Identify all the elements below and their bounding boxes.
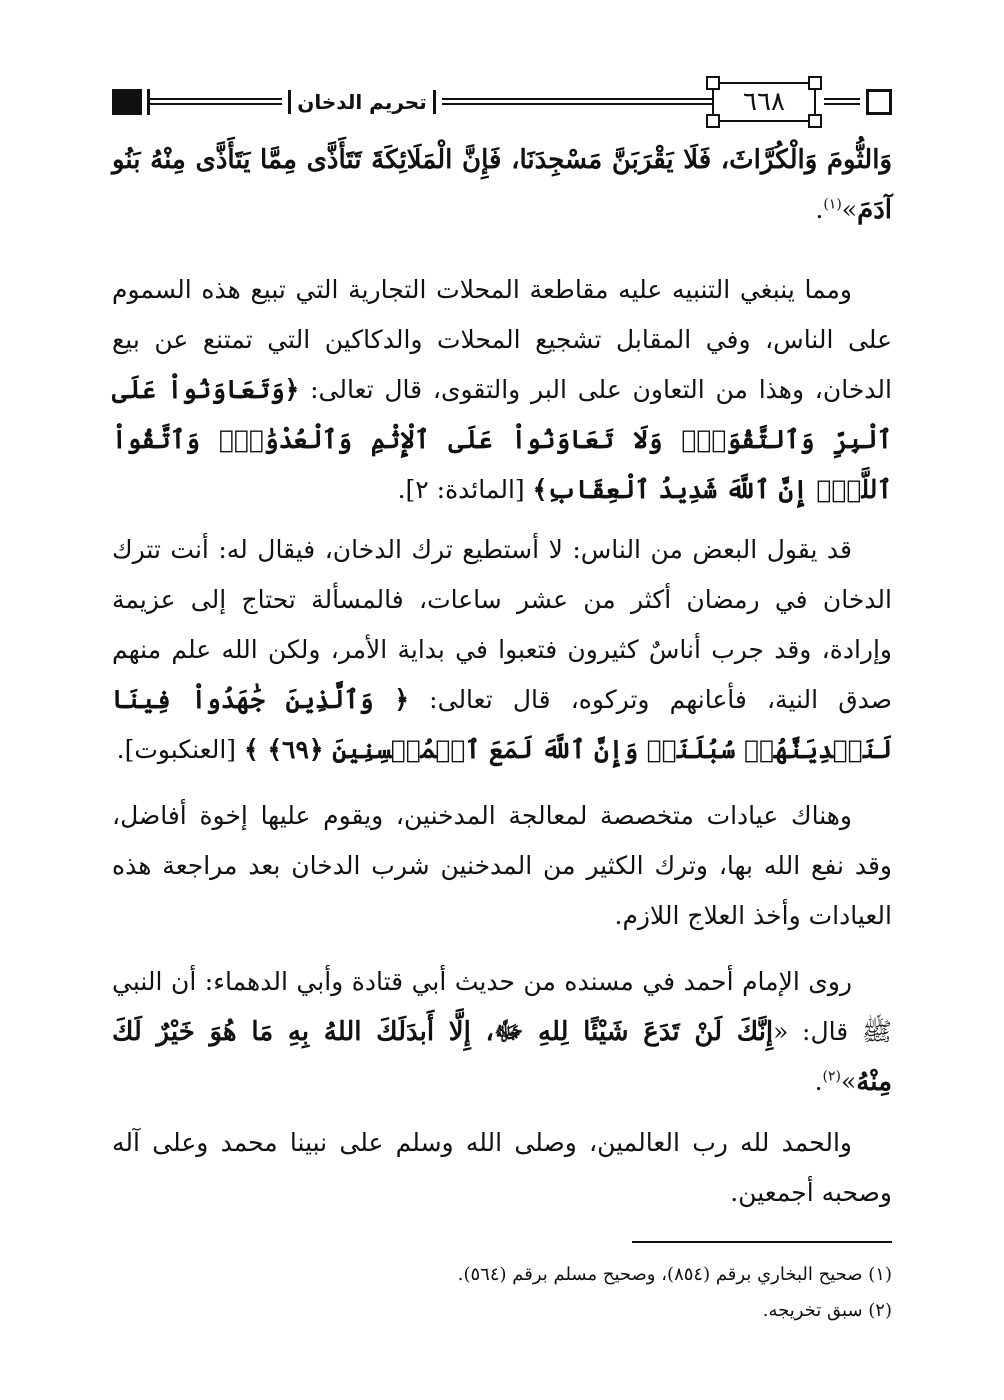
text-segment: [العنكبوت]. (116, 735, 245, 764)
paragraph (112, 791, 892, 941)
paragraph (112, 135, 892, 235)
text-segment: وهناك عيادات متخصصة لمعالجة المدخنين، ويقوم عليها إخوة أفاضل، وقد نفع الله بها، وترك الكثير من المدخنين شرب الدخان بعد مراجعة هذه العيادات وأخذ العلاج اللازم. (112, 801, 892, 930)
footnote-separator (632, 1241, 892, 1243)
text-segment: والحمد لله رب العالمين، وصلى الله وسلم على نبينا محمد وعلى آله وصحبه أجمعين. (112, 1128, 892, 1207)
paragraph (112, 525, 892, 775)
paragraph (112, 1118, 892, 1218)
text-segment: روى الإمام أحمد في مسنده من حديث أبي قتادة وأبي الدهماء: أن النبي ﷺ قال: « (112, 967, 892, 1046)
page-number-frame (712, 82, 816, 122)
paragraph (112, 265, 892, 515)
text-segment: . (815, 195, 824, 224)
frame-corner-ornament (808, 76, 822, 90)
paragraph (112, 957, 892, 1107)
quran-verse: ﴿ وَٱلَّذِينَ جَٰهَدُواْ فِينَا لَنَهۡدِيَنَّهُمۡ سُبُلَنَاۚ وَإِنَّ ٱللَّهَ لَمَعَ ٱلۡمُحۡسِنِينَ ﴿٦٩﴾ ﴾ (112, 685, 892, 764)
running-title: تحريم الدخان (292, 86, 432, 118)
text-segment: قد يقول البعض من الناس: لا أستطيع ترك الدخان، فيقال له: أنت تترك الدخان في رمضان أكثر من عشر ساعات، فالمسألة تحتاج إلى عزيمة وإرادة، وقد جرب أناسٌ كثيرون فتعبوا في بداية الأمر، ولكن الله علم منهم صدق النية، فأعانهم وتركوه، قال تعالى: (112, 535, 892, 714)
header-right-ornament (866, 89, 892, 115)
text-segment: . (814, 1067, 823, 1096)
footnote: (١) صحيح البخاري برقم (٨٥٤)، وصحيح مسلم برقم (٥٦٤). (457, 1264, 892, 1285)
hadith-quote: وَالثُّومَ وَالْكُرَّاثَ، فَلَا يَقْرَبَنَّ مَسْجِدَنَا، فَإِنَّ الْمَلَائِكَةَ تَتَأَذَّى مِمَّا يَتَأَذَّى مِنْهُ بَنُو آدَمَ (112, 145, 892, 225)
text-segment: » (841, 195, 858, 224)
frame-corner-ornament (706, 114, 720, 128)
frame-corner-ornament (808, 114, 822, 128)
page-header (112, 82, 892, 122)
header-rule (148, 98, 282, 105)
text-segment: » (840, 1067, 857, 1096)
footnote: (٢) سبق تخريجه. (762, 1300, 892, 1321)
footnote-marker: (١) (823, 196, 842, 213)
page-number: ٦٦٨ (743, 87, 785, 117)
frame-corner-ornament (706, 76, 720, 90)
header-left-ornament (112, 89, 142, 115)
footnote-marker: (٢) (822, 1068, 841, 1085)
text-segment: ومما ينبغي التنبيه عليه مقاطعة المحلات التجارية التي تبيع هذه السموم على الناس، وفي المقابل تشجيع المحلات والدكاكين التي تمتنع عن بيع الدخان، وهذا من التعاون على البر والتقوى، قال تعالى: (112, 275, 892, 404)
hadith-quote: إِنَّكَ لَنْ تَدَعَ شَيْئًا لِلهِ ﷻ، إِلَّا أَبدَلَكَ اللهُ بِهِ مَا هُوَ خَيْرٌ لَكَ مِنْهُ (112, 1017, 892, 1097)
header-rule (824, 98, 860, 105)
text-segment: [المائدة: ٢]. (397, 475, 533, 504)
quran-verse: ﴿وَتَعَاوَنُواْ عَلَى ٱلْبِرِّ وَٱلتَّقْوَىٰۖ وَلَا تَعَاوَنُواْ عَلَى ٱلْإِثْمِ وَٱلْعُدْوَٰنِۚ وَٱتَّقُواْ ٱللَّهَۖ إِنَّ ٱللَّهَ شَدِيدُ ٱلْعِقَابِ﴾ (112, 375, 892, 504)
